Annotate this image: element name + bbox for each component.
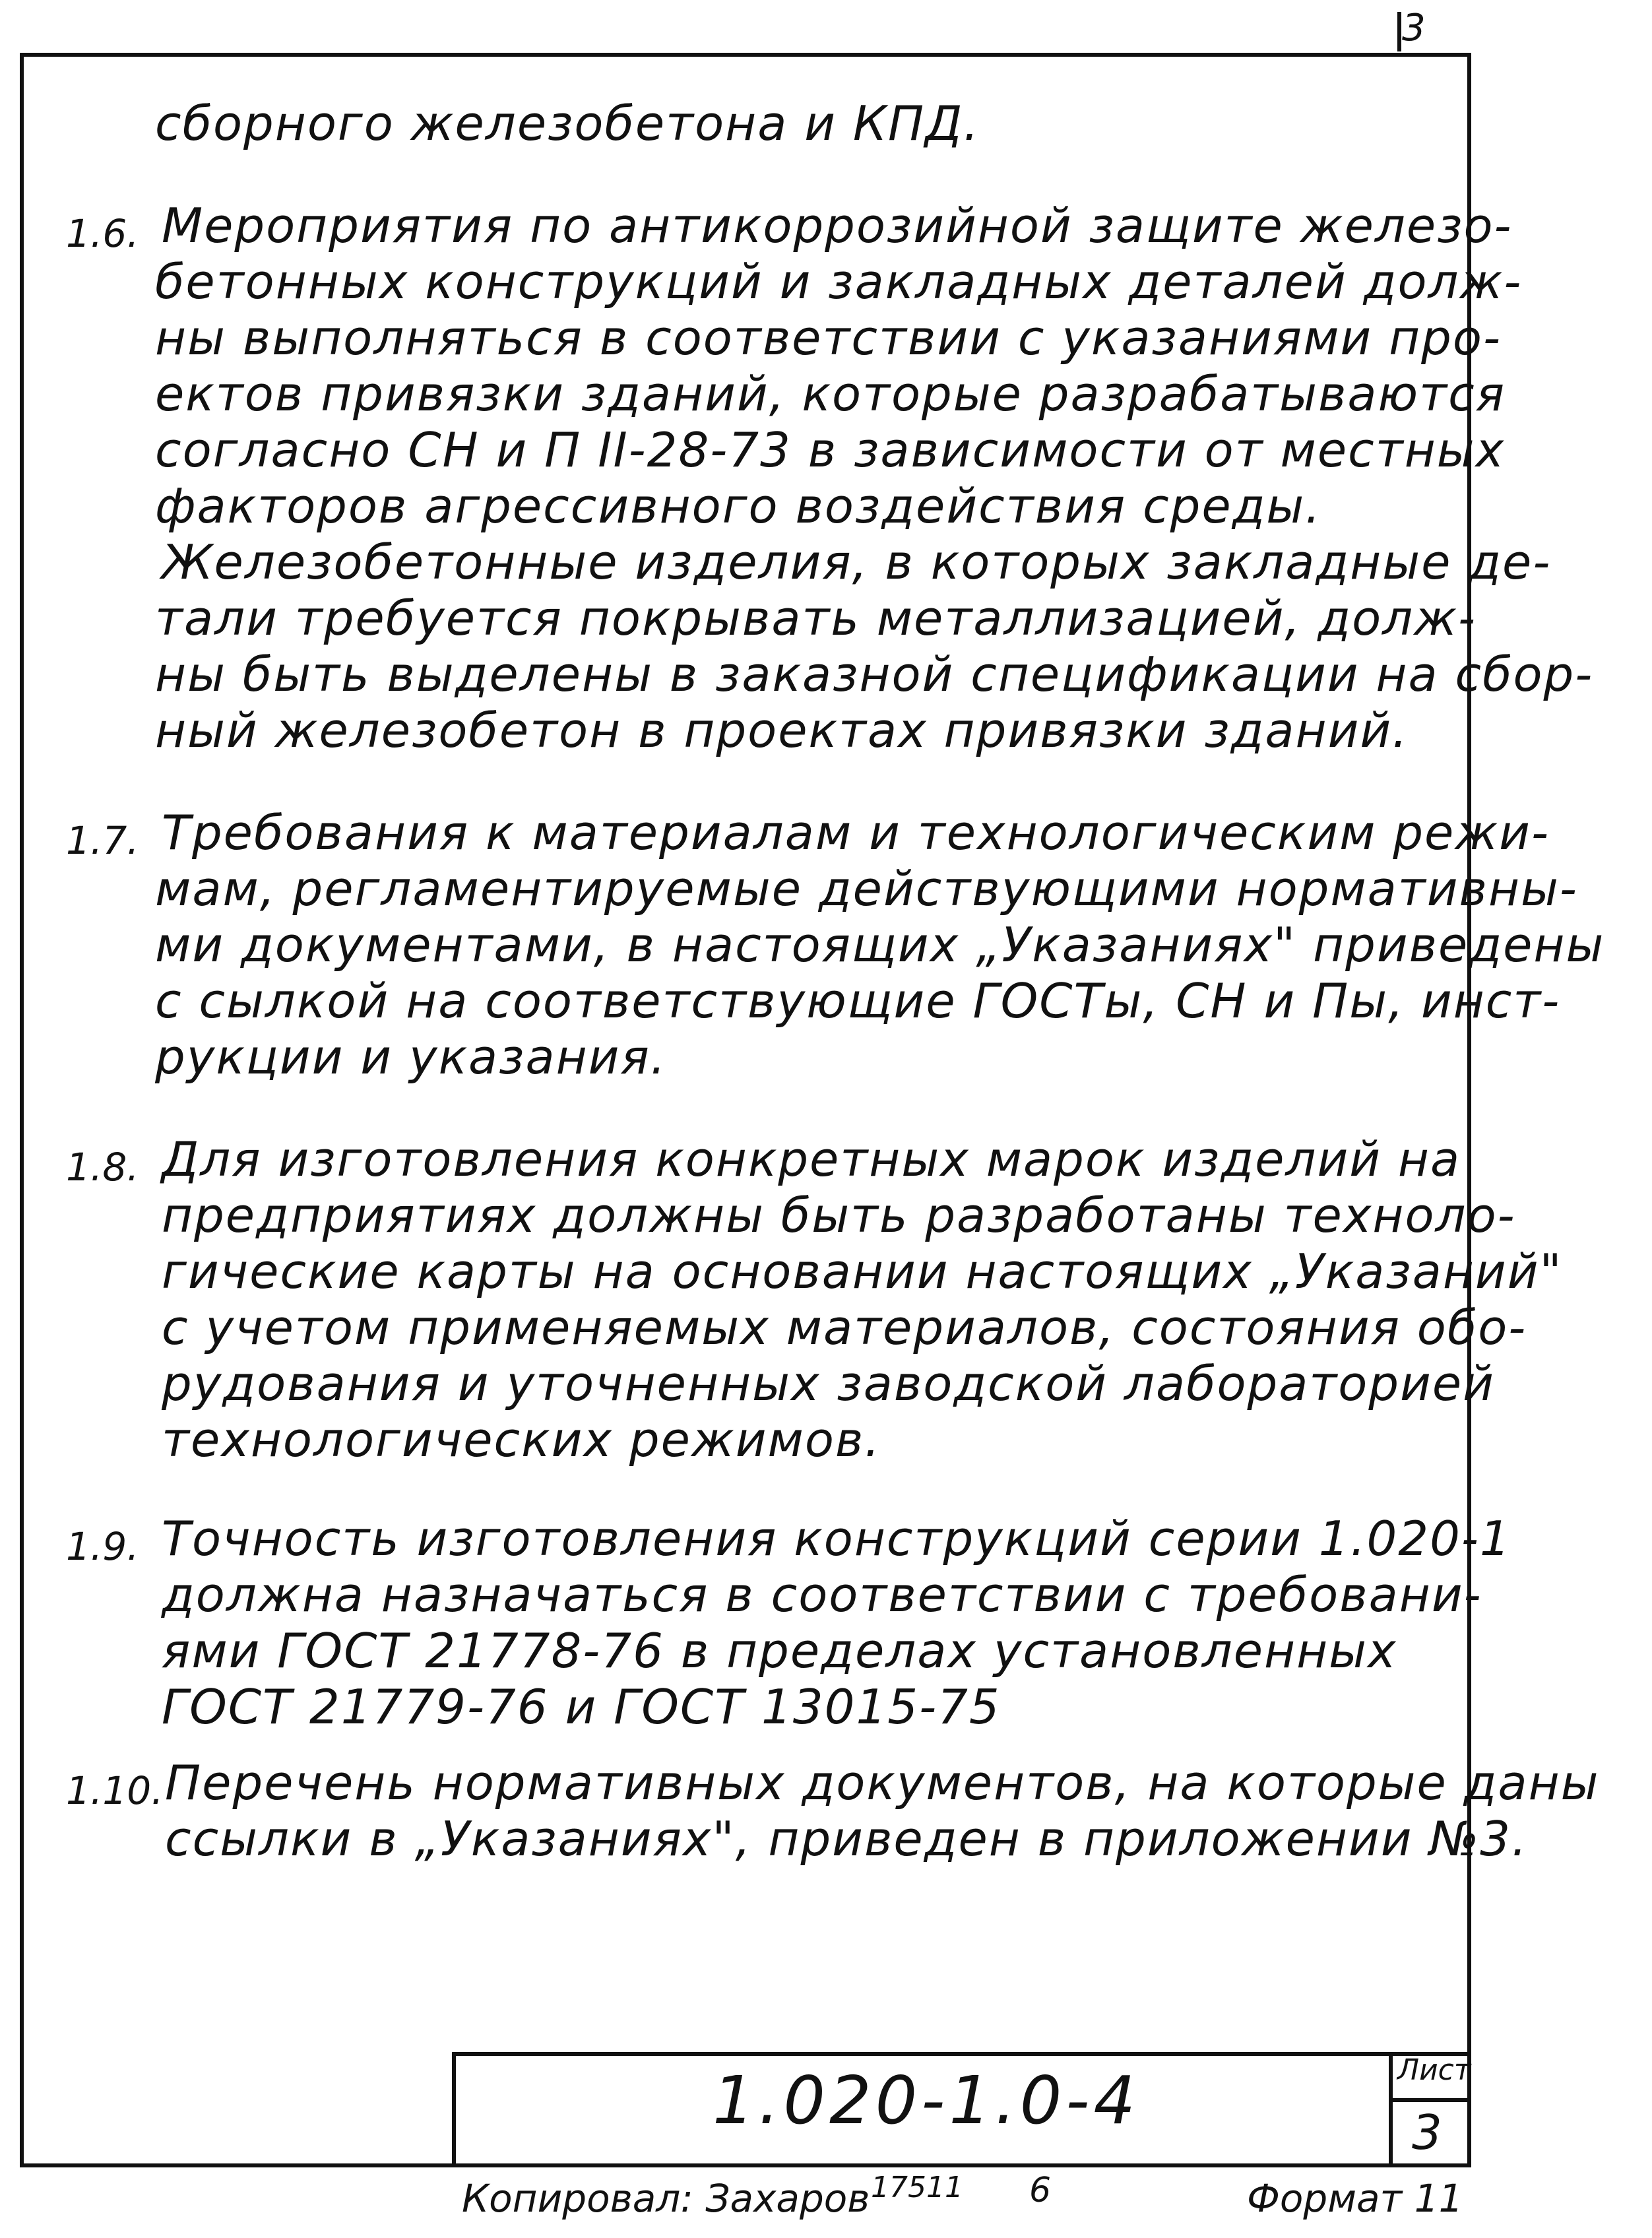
copy-number: 6 [1029,2171,1052,2210]
format-label: Формат 11 [1247,2176,1463,2221]
section-line: тали требуется покрывать металлизацией, долж- [155,591,1477,646]
section-line: с сылкой на соответствующие ГОСТы, СН и Пы, инст- [155,973,1561,1029]
section-number: 1.6. [66,211,139,256]
section-line: рукции и указания. [155,1029,667,1085]
section-line: факторов агрессивного воздействия среды. [155,478,1322,534]
section-line: ны выполняться в соответствии с указаниями про- [155,310,1502,366]
sheet-label: Лист [1397,2053,1471,2087]
section-number: 1.8. [66,1145,139,1190]
section-line: с учетом применяемых материалов, состояния обо- [162,1300,1527,1355]
section-line: бетонных конструкций и закладных деталей долж- [155,254,1523,309]
section-line: ГОСТ 21779-76 и ГОСТ 13015-75 [162,1679,1001,1735]
sheet-number: 3 [1412,2105,1442,2160]
section-line: предприятиях должны быть разработаны техноло- [162,1188,1516,1243]
section-line: технологических режимов. [162,1412,881,1467]
section-line: Перечень нормативных документов, на которые даны [165,1755,1600,1810]
section-line: должна назначаться в соответствии с требовани- [162,1567,1482,1622]
section-line: согласно СН и П II-28-73 в зависимости от местных [155,422,1506,478]
section-line: Мероприятия по антикоррозийной защите железо- [162,198,1513,253]
section-line: мам, регламентируемые действующими нормативны- [155,861,1578,916]
section-line: ссылки в „Указаниях", приведен в приложении №3. [165,1811,1528,1867]
section-line: ми документами, в настоящих „Указаниях" приведены [155,917,1605,973]
document-code: 1.020-1.0-4 [713,2062,1140,2139]
section-line: гические карты на основании настоящих „Указаний" [162,1244,1563,1299]
sheet-divider [1389,2098,1471,2102]
page-corner-number: 3 [1402,7,1426,49]
section-number: 1.7. [66,818,139,863]
section-line: ектов привязки зданий, которые разрабатываются [155,366,1506,422]
section-line: ный железобетон в проектах привязки зданий. [155,703,1409,758]
section-line: Для изготовления конкретных марок изделий на [162,1132,1461,1187]
section-line: ями ГОСТ 21778-76 в пределах установленных [162,1623,1397,1678]
intro-line: сборного железобетона и КПД. [155,96,980,151]
section-line: Точность изготовления конструкций серии 1.020-1 [162,1511,1511,1566]
order-number: 17511 [871,2171,963,2204]
corner-tick [1397,12,1401,51]
section-line: Железобетонные изделия, в которых закладные де- [162,534,1552,590]
section-line: ны быть выделены в заказной спецификации на сбор- [155,647,1594,702]
section-line: рудования и уточненных заводской лабораторией [162,1356,1495,1411]
section-number: 1.10. [66,1768,164,1813]
copied-by: Копировал: Захаров [462,2176,870,2221]
section-number: 1.9. [66,1524,139,1569]
section-line: Требования к материалам и технологическим режи- [162,805,1550,860]
